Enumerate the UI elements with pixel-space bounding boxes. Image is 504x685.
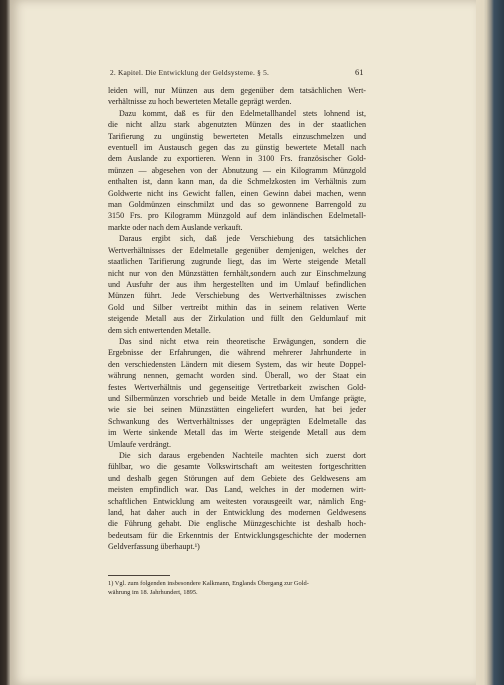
text-line: Tarifierung zu ungünstig bewerteten Metalls einzuschmelzen und (108, 131, 366, 141)
page-number: 61 (355, 67, 364, 77)
text-line: 3150 Frs. pro Kilogramm Münzgold auf dem inländischen Edelmetall- (108, 211, 366, 221)
text-line: schaftlichen Entwicklung am weitesten vorausgeeilt war, nämlich Eng- (108, 496, 366, 506)
text-line: Schwankung des Wertverhältnisses der ungeprägten Edelmetalle das (108, 416, 366, 426)
text-line: die nicht allzu stark abgenutzten Münzen des in der staatlichen (108, 120, 366, 130)
text-line: im Werte sinkende Metall das im Werte steigende Metall aus dem (108, 428, 366, 438)
text-line: staatlichen Tarifierung zugrunde liegt, das im Werte steigende Metall (108, 257, 366, 267)
running-head: 2. Kapitel. Die Entwicklung der Geldsysteme. § 5. (110, 68, 270, 77)
text-line: den verschiedensten Ländern mit diesem System, das wir heute Doppel- (108, 359, 366, 369)
text-line: nicht nur von den Münzstätten fernhält,sondern auch zur Einschmelzung (108, 268, 366, 278)
text-line: Ergebnisse der Erfahrungen, die während mehrerer Jahrhunderte in (108, 348, 366, 358)
text-line: Umlaufe verdrängt. (108, 439, 172, 449)
text-line: Gold und Silber vertreibt mithin das in seinem relativen Werte (108, 302, 366, 312)
text-line: bedeutsam für die Erkenntnis der Entwicklungsgeschichte der modernen (108, 530, 366, 540)
body-text (108, 85, 366, 553)
text-line: eventuell im Austausch gegen das zu günstig bewertete Metall nach (108, 143, 366, 153)
text-line: Daraus ergibt sich, daß jede Verschiebung des tatsächlichen (119, 234, 366, 244)
text-line: fühlbar, wo die gesamte Volkswirtschaft am weitesten fortgeschritten (108, 462, 366, 472)
text-line: münzen — abgesehen von der Abnutzung — ein Kilogramm Münzgold (108, 165, 366, 175)
text-line: und deshalb gegen Störungen auf dem Gebiete des Geldwesens am (108, 473, 366, 483)
text-line: Das sind nicht etwa rein theoretische Erwägungen, sondern die (119, 336, 366, 346)
text-line: land, hat daher auch in der Entwicklung des modernen Geldwesens (108, 508, 366, 518)
text-line: dem sich entwertenden Metalle. (108, 325, 211, 335)
text-line: Goldwerte nicht ins Gewicht fallen, einen Gewinn dabei machen, wenn (108, 188, 366, 198)
text-line: Wertverhältnisses der Edelmetalle gegenüber demjenigen, welches der (108, 245, 366, 255)
text-line: festes Wertverhältnis und gegenseitige Vertretbarkeit zwischen Gold- (108, 382, 366, 392)
text-line: leiden will, nur Münzen aus dem gegenüber dem tatsächlichen Wert- (108, 86, 366, 95)
footnote-line: währung im 18. Jahrhundert, 1895. (108, 589, 198, 596)
text-line: verhältnisse zu hoch bewerteten Metalle geprägt werden. (108, 97, 292, 107)
text-line: dem Auslande zu exportieren. Wenn in 3100 Frs. französischer Gold- (108, 154, 366, 164)
footnote-rule (108, 575, 170, 576)
text-line: steigende Metall aus der Zirkulation und füllt den Geldumlauf mit (108, 314, 366, 324)
text-line: und Silbermünzen vorschrieb und beide Metalle in dem Umfange prägte, (108, 393, 366, 403)
text-line: Die sich daraus ergebenden Nachteile machten sich zuerst dort (119, 451, 366, 460)
book-edge (486, 0, 504, 685)
footnote-line: 1) Vgl. zum folgenden insbesondere Kalkmann, Englands Übergang zur Gold- (108, 580, 309, 587)
text-line: meisten empfindlich war. Das Land, welches in der modernen wirt- (108, 485, 366, 495)
text-line: Geldverfassung überhaupt.¹) (108, 542, 200, 552)
text-line: man Goldmünzen einschmilzt und das so gewonnene Barrengold zu (108, 200, 366, 210)
text-line: Münzen führt. Jede Verschiebung des Wertverhältnisses zwischen (108, 291, 366, 301)
footnote (108, 579, 366, 597)
text-line: und Ausfuhr der aus ihm hergestellten und im Umlauf befindlichen (108, 279, 366, 289)
text-line: Dazu kommt, daß es für den Edelmetallhandel stets lohnend ist, (119, 108, 366, 118)
text-line: währung nennen, gemacht worden sind. Überall, wo der Staat ein (108, 371, 366, 381)
text-line: enthalten ist, dann kann man, da die Schmelzkosten im Verhältnis zum (108, 177, 366, 187)
text-line: wie sie bei seinen Münzstätten eingeliefert wurden, hat bei jeder (108, 405, 366, 415)
text-line: die Führung gehabt. Die englische Münzgeschichte ist deshalb hoch- (108, 519, 366, 529)
text-line: markte oder nach dem Auslande verkauft. (108, 222, 243, 232)
